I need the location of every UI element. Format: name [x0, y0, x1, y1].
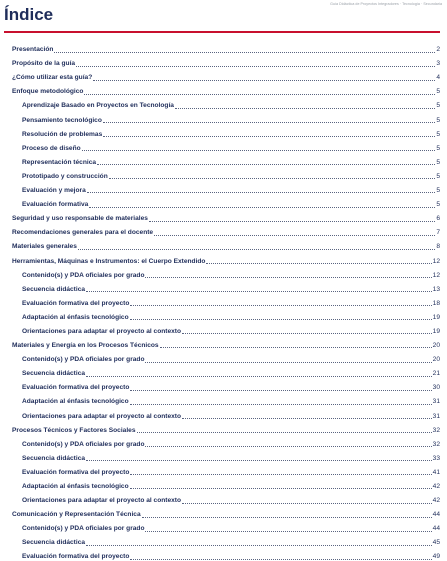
- toc-entry[interactable]: [12, 533, 440, 547]
- dot-leader: [97, 164, 435, 165]
- dot-leader: [130, 390, 431, 391]
- toc-entry-page-number[interactable]: 2: [436, 46, 440, 54]
- toc-entry-page-number[interactable]: 19: [432, 327, 440, 335]
- toc-entry[interactable]: [12, 110, 440, 124]
- table-of-contents: [12, 40, 440, 561]
- toc-entry-page-number[interactable]: 31: [432, 412, 440, 420]
- dot-leader: [103, 136, 435, 137]
- toc-entry[interactable]: [12, 463, 440, 477]
- toc-entry-label[interactable]: Evaluación y mejora: [22, 187, 86, 195]
- toc-entry[interactable]: [12, 280, 440, 294]
- dot-leader: [93, 80, 435, 81]
- dot-leader: [137, 432, 432, 433]
- toc-entry-label[interactable]: Procesos Técnicos y Factores Sociales: [12, 426, 136, 434]
- toc-entry-page-number[interactable]: 42: [432, 497, 440, 505]
- dot-leader: [182, 418, 432, 419]
- toc-entry[interactable]: [12, 505, 440, 519]
- toc-entry-page-number[interactable]: 44: [432, 525, 440, 533]
- toc-entry-label[interactable]: Contenido(s) y PDA oficiales por grado: [22, 440, 145, 448]
- toc-entry-label[interactable]: Adaptación al énfasis tecnológico: [22, 398, 129, 406]
- dot-leader: [87, 192, 436, 193]
- dot-leader: [89, 207, 435, 208]
- dot-leader: [84, 94, 435, 95]
- toc-entry-page-number[interactable]: 6: [436, 215, 440, 223]
- toc-entry-page-number[interactable]: 12: [432, 257, 440, 265]
- dot-leader: [149, 221, 435, 222]
- toc-entry-page-number[interactable]: 4: [436, 74, 440, 82]
- toc-entry-label[interactable]: Representación técnica: [22, 158, 97, 166]
- toc-entry-label[interactable]: Contenido(s) y PDA oficiales por grado: [22, 356, 145, 364]
- toc-entry[interactable]: [12, 68, 440, 82]
- dot-leader: [206, 263, 431, 264]
- toc-entry[interactable]: [12, 237, 440, 251]
- dot-leader: [82, 150, 436, 151]
- toc-entry-page-number[interactable]: 20: [432, 342, 440, 350]
- toc-entry-label[interactable]: Evaluación formativa del proyecto: [22, 553, 130, 561]
- toc-entry-page-number[interactable]: 5: [436, 88, 440, 96]
- toc-entry[interactable]: [12, 421, 440, 435]
- toc-entry[interactable]: [12, 547, 440, 561]
- toc-entry-label[interactable]: Recomendaciones generales para el docente: [12, 229, 154, 237]
- toc-entry[interactable]: [12, 96, 440, 110]
- toc-entry-label[interactable]: Propósito de la guía: [12, 60, 76, 68]
- dot-leader: [130, 488, 432, 489]
- toc-entry-label[interactable]: Materiales generales: [12, 243, 77, 251]
- toc-entry[interactable]: [12, 435, 440, 449]
- running-header: Guía Didáctica de Proyectos Integradores · Tecnología · Secundaria: [330, 2, 442, 6]
- dot-leader: [76, 66, 435, 67]
- toc-entry-label[interactable]: Prototipado y construcción: [22, 172, 108, 180]
- toc-entry-label[interactable]: Orientaciones para adaptar el proyecto al contexto: [22, 327, 182, 335]
- toc-entry-page-number[interactable]: 13: [432, 285, 440, 293]
- dot-leader: [109, 178, 436, 179]
- title-underline: [4, 31, 440, 33]
- toc-entry[interactable]: [12, 336, 440, 350]
- toc-entry[interactable]: [12, 477, 440, 491]
- toc-entry-page-number[interactable]: 45: [432, 539, 440, 547]
- toc-entry-page-number[interactable]: 31: [432, 398, 440, 406]
- toc-entry-label[interactable]: Materiales y Energía en los Procesos Técnicos: [12, 342, 159, 350]
- toc-entry-page-number[interactable]: 12: [432, 271, 440, 279]
- toc-entry-label[interactable]: ¿Cómo utilizar esta guía?: [12, 74, 93, 82]
- dot-leader: [175, 108, 435, 109]
- toc-entry-page-number[interactable]: 32: [432, 426, 440, 434]
- dot-leader: [54, 52, 435, 53]
- toc-entry-label[interactable]: Secuencia didáctica: [22, 454, 86, 462]
- toc-entry-page-number[interactable]: 5: [436, 102, 440, 110]
- toc-entry[interactable]: [12, 449, 440, 463]
- toc-entry-page-number[interactable]: 41: [432, 468, 440, 476]
- dot-leader: [78, 249, 435, 250]
- toc-entry[interactable]: [12, 519, 440, 533]
- toc-entry-label[interactable]: Enfoque metodológico: [12, 88, 84, 96]
- toc-entry-label[interactable]: Orientaciones para adaptar el proyecto al contexto: [22, 412, 182, 420]
- dot-leader: [145, 531, 431, 532]
- dot-leader: [86, 291, 432, 292]
- toc-entry[interactable]: [12, 294, 440, 308]
- toc-entry-page-number[interactable]: 5: [436, 130, 440, 138]
- toc-entry[interactable]: [12, 378, 440, 392]
- toc-entry[interactable]: [12, 209, 440, 223]
- toc-entry[interactable]: [12, 40, 440, 54]
- toc-entry-page-number[interactable]: 7: [436, 229, 440, 237]
- toc-entry-label[interactable]: Secuencia didáctica: [22, 370, 86, 378]
- toc-entry-page-number[interactable]: 30: [432, 384, 440, 392]
- toc-entry-page-number[interactable]: 5: [436, 187, 440, 195]
- toc-entry[interactable]: [12, 491, 440, 505]
- dot-leader: [154, 235, 435, 236]
- dot-leader: [182, 503, 432, 504]
- toc-entry[interactable]: [12, 125, 440, 139]
- toc-entry-page-number[interactable]: 19: [432, 313, 440, 321]
- toc-entry-label[interactable]: Secuencia didáctica: [22, 285, 86, 293]
- toc-entry-label[interactable]: Secuencia didáctica: [22, 539, 86, 547]
- toc-entry-label[interactable]: Contenido(s) y PDA oficiales por grado: [22, 525, 145, 533]
- dot-leader: [130, 305, 431, 306]
- toc-entry-page-number[interactable]: 5: [436, 201, 440, 209]
- dot-leader: [142, 517, 432, 518]
- toc-entry[interactable]: [12, 392, 440, 406]
- toc-entry-label[interactable]: Adaptación al énfasis tecnológico: [22, 313, 129, 321]
- toc-entry[interactable]: [12, 195, 440, 209]
- dot-leader: [130, 559, 431, 560]
- toc-entry-page-number[interactable]: 5: [436, 172, 440, 180]
- toc-entry-label[interactable]: Comunicación y Representación Técnica: [12, 511, 141, 519]
- toc-entry-label[interactable]: Evaluación formativa del proyecto: [22, 468, 130, 476]
- dot-leader: [182, 333, 432, 334]
- dot-leader: [160, 347, 432, 348]
- dot-leader: [86, 460, 432, 461]
- toc-entry-label[interactable]: Contenido(s) y PDA oficiales por grado: [22, 271, 145, 279]
- toc-entry-label[interactable]: Proceso de diseño: [22, 144, 81, 152]
- toc-entry-page-number[interactable]: 21: [432, 370, 440, 378]
- toc-entry-page-number[interactable]: 33: [432, 454, 440, 462]
- toc-entry-page-number[interactable]: 32: [432, 440, 440, 448]
- toc-entry-page-number[interactable]: 44: [432, 511, 440, 519]
- dot-leader: [130, 474, 431, 475]
- toc-entry[interactable]: [12, 350, 440, 364]
- toc-entry[interactable]: [12, 266, 440, 280]
- toc-entry[interactable]: [12, 364, 440, 378]
- dot-leader: [145, 446, 431, 447]
- toc-entry[interactable]: [12, 308, 440, 322]
- toc-entry-label[interactable]: Evaluación formativa del proyecto: [22, 299, 130, 307]
- toc-entry[interactable]: [12, 153, 440, 167]
- toc-entry-label[interactable]: Aprendizaje Basado en Proyectos en Tecnología: [22, 102, 174, 110]
- toc-entry[interactable]: [12, 181, 440, 195]
- toc-entry[interactable]: [12, 223, 440, 237]
- toc-entry-label[interactable]: Presentación: [12, 46, 54, 54]
- toc-entry-page-number[interactable]: 49: [432, 553, 440, 561]
- dot-leader: [130, 404, 432, 405]
- toc-entry-label[interactable]: Evaluación formativa del proyecto: [22, 384, 130, 392]
- toc-entry[interactable]: [12, 251, 440, 265]
- toc-entry-page-number[interactable]: 18: [432, 299, 440, 307]
- toc-entry-page-number[interactable]: 5: [436, 116, 440, 124]
- toc-entry-page-number[interactable]: 8: [436, 243, 440, 251]
- dot-leader: [103, 122, 435, 123]
- toc-entry[interactable]: [12, 406, 440, 420]
- toc-entry-label[interactable]: Evaluación formativa: [22, 201, 89, 209]
- toc-entry-label[interactable]: Resolución de problemas: [22, 130, 103, 138]
- toc-entry-page-number[interactable]: 3: [436, 60, 440, 68]
- toc-entry[interactable]: [12, 139, 440, 153]
- toc-entry[interactable]: [12, 322, 440, 336]
- toc-entry-label[interactable]: Orientaciones para adaptar el proyecto al contexto: [22, 497, 182, 505]
- dot-leader: [145, 362, 431, 363]
- toc-entry-page-number[interactable]: 42: [432, 483, 440, 490]
- dot-leader: [145, 277, 431, 278]
- toc-entry[interactable]: [12, 167, 440, 181]
- toc-entry-page-number[interactable]: 20: [432, 356, 440, 364]
- toc-entry-label[interactable]: Herramientas, Máquinas e Instrumentos: el Cuerpo Extendido: [12, 257, 206, 265]
- dot-leader: [86, 376, 432, 377]
- toc-entry[interactable]: [12, 54, 440, 68]
- toc-entry-page-number[interactable]: 5: [436, 158, 440, 166]
- toc-entry[interactable]: [12, 82, 440, 96]
- toc-entry-label[interactable]: Seguridad y uso responsable de materiales: [12, 215, 148, 223]
- toc-entry-label[interactable]: Adaptación al énfasis tecnológico: [22, 483, 129, 490]
- toc-entry-page-number[interactable]: 5: [436, 144, 440, 152]
- page-title: Índice: [4, 5, 54, 24]
- toc-entry-label[interactable]: Pensamiento tecnológico: [22, 116, 102, 124]
- dot-leader: [130, 319, 432, 320]
